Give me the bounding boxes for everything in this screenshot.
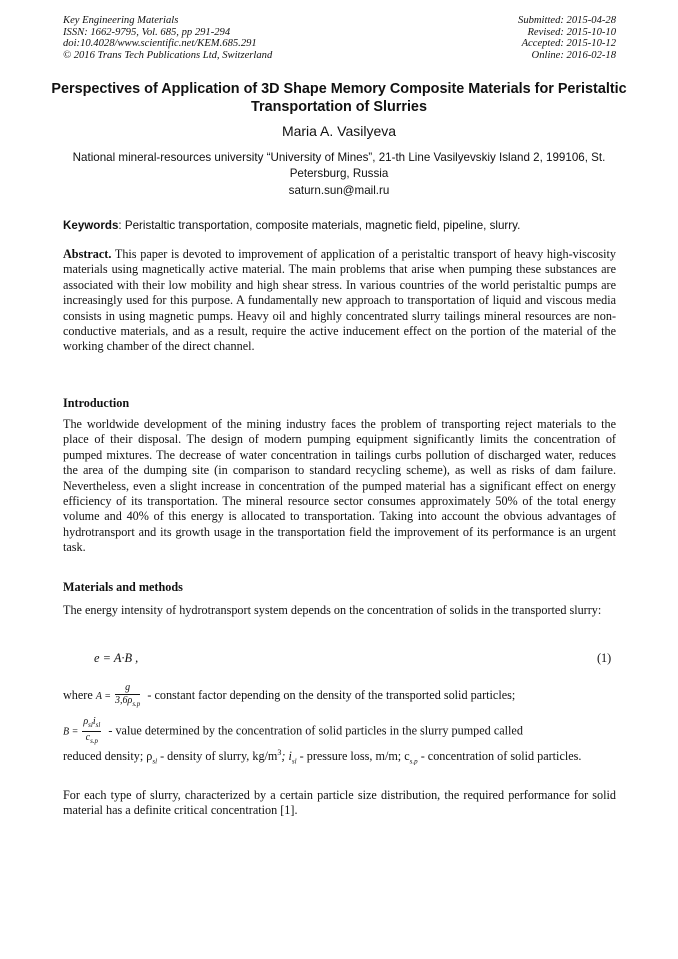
keywords-label: Keywords: [63, 219, 119, 232]
where-label: where: [63, 687, 93, 702]
keywords-text: : Peristaltic transportation, composite materials, magnetic field, pipeline, slurry.: [118, 219, 521, 232]
equation-1: e = A·B ,: [94, 651, 139, 665]
copyright-line: © 2016 Trans Tech Publications Ltd, Switzerland: [63, 49, 273, 61]
introduction-text: The worldwide development of the mining industry faces the problem of transporting reject materials to the place of their disposal. The design of modern pumping equipment significantly limits the concentration of pumped mixtures. The decrease of water concentration in tailings curbs pollution of discharged water, reduces the area of the dumping site (in comparison to standard recycling scheme), as well as risks of dam failure. Nevertheless, even a slight increase in concentration of the pumped material has a significant effect on energy efficiency of its transportation. The mineral resource sector consumes approximately 50% of the total energy volume and 40% of this energy is allocated to transportation. Taking into account the obvious advantages of hydrotransport and its growth usage in the transportation field the improvement of its performance is an urgent task.: [63, 417, 616, 555]
equation-definitions: [63, 682, 616, 747]
paper-title: Perspectives of Application of 3D Shape Memory Composite Materials for Peristaltic Transportation of Slurries: [51, 81, 627, 115]
a-description: - constant factor depending on the density of the transported solid particles;: [144, 687, 516, 702]
author-email[interactable]: saturn.sun@mail.ru: [288, 184, 390, 197]
doi-line[interactable]: doi:10.4028/www.scientific.net/KEM.685.291: [63, 38, 257, 50]
a-fraction: [115, 682, 140, 710]
journal-header: [63, 15, 616, 61]
a-lhs: A =: [95, 690, 112, 702]
methods-heading: Materials and methods: [63, 580, 183, 594]
a-denominator: $3,6\rho_{s.p}$: [115, 695, 141, 708]
author-name: Maria A. Vasilyeva: [281, 123, 397, 139]
a-numerator: g: [115, 682, 140, 695]
variable-definitions: reduced density; $\rho_{sl}$ - density of slurry, $kg/m^3$; $i_{sl}$ - pressure loss, m/m; $c_{s.p}$ - concentration of solid particles.: [63, 748, 582, 766]
revised-date: Revised: 2015-10-10: [527, 26, 616, 38]
submitted-date: Submitted: 2015-04-28: [518, 15, 616, 26]
keywords-line: [63, 219, 616, 232]
definition-a: [63, 682, 616, 710]
b-numerator: $\rho_{sl}i_{sl}$: [82, 716, 101, 732]
affiliation: National mineral-resources university “University of Mines”, 21-th Line Vasilyevskiy Island 2, 199106, St. Petersburg, Russia: [72, 151, 606, 180]
online-date: Online: 2016-02-18: [531, 49, 616, 61]
journal-info: [63, 15, 272, 61]
accepted-date: Accepted: 2015-10-12: [521, 38, 616, 50]
dates-info: [518, 15, 616, 61]
b-description: - value determined by the concentration of solid particles in the slurry pumped called: [105, 723, 523, 738]
methods-text: The energy intensity of hydrotransport system depends on the concentration of solids in the transported slurry:: [63, 603, 602, 617]
abstract-text: This paper is devoted to improvement of application of a peristaltic transport of heavy high-viscosity materials using magnetically active material. The main problems that arise when pumping these substances are associated with their low mobility and high shear stress. In various countries of the world peristaltic pumps are increasingly used for this purpose. A fundamentally new approach to transportation of liquid and viscous media consists in using magnetic pumps. Heavy oil and highly concentrated slurry tailings mineral resources are non-conductive materials, and as a result, require the active inducement effect on the portion of the material of the working chamber of the direct channel.: [63, 247, 616, 354]
definition-b: [63, 716, 616, 747]
issn-line: ISSN: 1662-9795, Vol. 685, pp 291-294: [63, 26, 231, 38]
abstract: [63, 247, 616, 355]
introduction-heading: Introduction: [63, 396, 130, 410]
closing-paragraph: For each type of slurry, characterized by a certain particle size distribution, the required performance for solid material has a definite critical concentration [1].: [63, 788, 616, 818]
b-fraction: [82, 716, 101, 747]
b-lhs: B =: [63, 726, 79, 738]
equation-1-number: (1): [597, 651, 612, 665]
a-den-subscript: s.p: [132, 700, 141, 708]
abstract-label: Abstract.: [63, 247, 112, 261]
b-denominator: $c_{s.p}$: [85, 732, 99, 745]
journal-name: Key Engineering Materials: [63, 15, 179, 26]
